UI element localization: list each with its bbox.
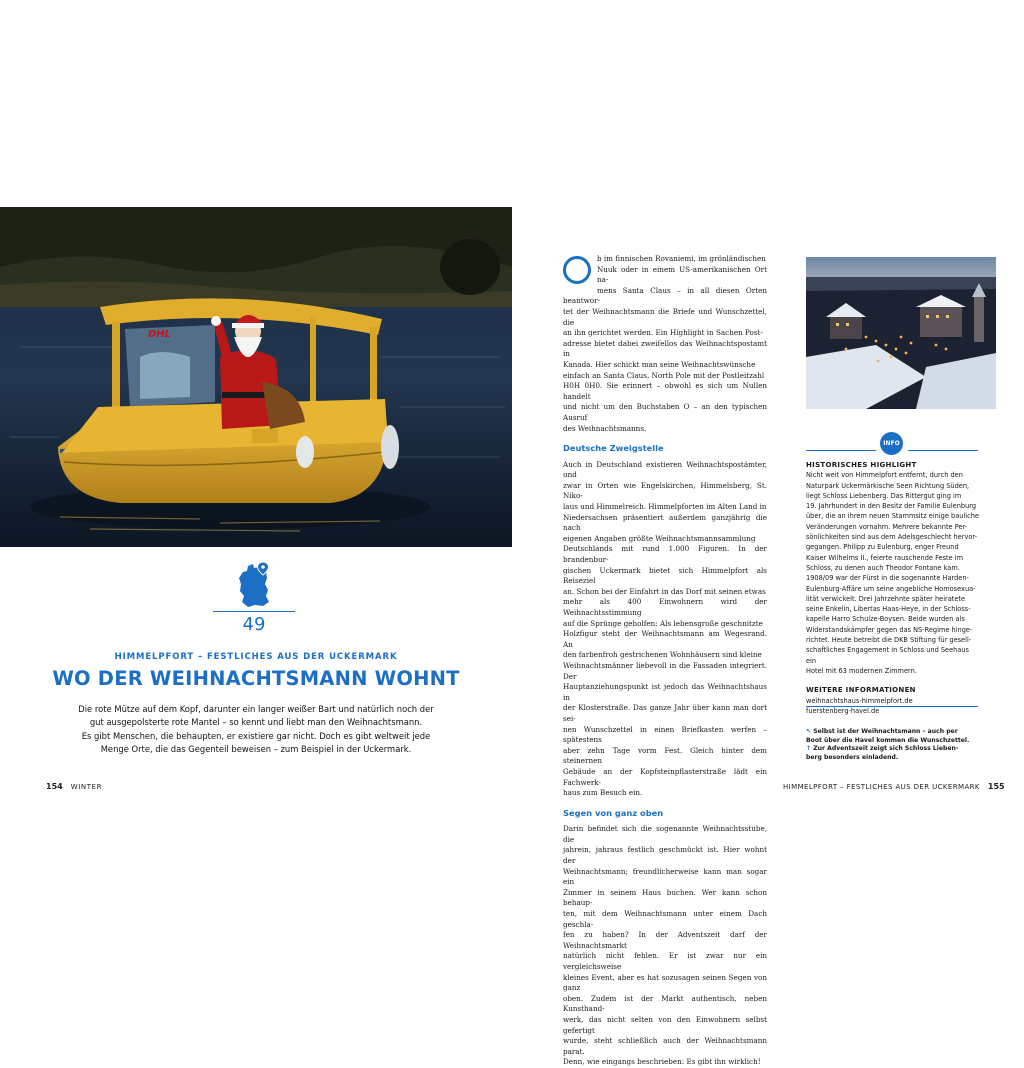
info-text <box>806 470 980 676</box>
caption-boat: ↖ Selbst ist der Weihnachtsmann – auch per Boot über die Havel kommen die Wunschzettel. <box>806 728 970 744</box>
lead-line: Es gibt Menschen, die behaupten, er existiere gar nicht. Doch es gibt weltweit jede <box>81 730 431 741</box>
germany-map-icon <box>236 562 272 608</box>
text-line: wurde, steht schließlich auch der Weihnachtsmann parat. <box>563 1036 767 1056</box>
text-line: liegt Schloss Liebenberg. Das Rittergut ging im <box>806 491 962 500</box>
photo-schloss-liebenberg <box>806 257 996 409</box>
info-rule-right <box>908 450 978 451</box>
caption-town: ↑ Zur Adventszeit zeigt sich Schloss Lieben- berg besonders einladend. <box>806 745 959 761</box>
text-line: Gebäude an der Kopfsteinpflasterstraße lädt ein Fachwerk- <box>563 766 767 787</box>
folio-section-right: HIMMELPFORT – FESTLICHES AUS DER UCKERMARK <box>783 783 980 791</box>
link-weihnachtshaus[interactable]: weihnachtshaus-himmelpfort.de <box>806 696 913 705</box>
chapter-number: 49 <box>242 614 266 635</box>
lead-line: gut ausgepolsterte rote Mantel – so kennt und liebt man den Weihnachtsmann. <box>89 717 423 728</box>
text-line: Veränderungen vornahm. Mehrere bekannte Per- <box>806 522 968 531</box>
text-line: b im finnischen Rovaniemi, im grönländischen <box>597 254 766 263</box>
text-line: Nuuk oder in einem US-amerikanischen Ort na- <box>597 264 767 285</box>
info-end-rule <box>806 706 978 707</box>
text-line: Schloss, zu denen auch Theodor Fontane kam. <box>806 563 960 572</box>
text-line: lität verwickelt. Drei Jahrzehnte später heiratete <box>806 594 966 603</box>
subheading-deutsche-zweigstelle: Deutsche Zweigstelle <box>563 443 664 454</box>
intro-paragraph <box>563 254 767 434</box>
text-line: 19. Jahrhundert in den Besitz der Familie Eulenburg <box>806 502 977 511</box>
text-line: oben. Zudem ist der Markt authentisch, neben Kunsthand- <box>563 993 767 1014</box>
text-line: gischen Uckermark bietet sich Himmelpfort als Reiseziel <box>563 565 767 586</box>
text-line: Naturpark Uckermärkische Seen Richtung Süden, <box>806 481 970 490</box>
text-line: werk, das nicht selten von den Einwohnern selbst gefertigt <box>563 1014 767 1035</box>
text-line: sönlichkeiten sind aus dem Adelsgeschlecht hervor- <box>806 533 978 542</box>
more-info-title: WEITERE INFORMATIONEN <box>806 686 916 695</box>
article-lead <box>70 703 442 757</box>
text-line: 1908/09 war der Fürst in die sogenannte Harden- <box>806 574 969 583</box>
subheading-segen-von-ganz-oben: Segen von ganz oben <box>563 807 664 818</box>
text-line: Auch in Deutschland existieren Weihnachtspostämter, und <box>563 459 767 480</box>
text-line: ten, mit dem Weihnachtsmann unter einem Dach geschla- <box>563 909 767 929</box>
winter-town-illustration <box>806 257 996 409</box>
text-line: Weihnachtsmann; freundlicherweise kann man sogar ein <box>563 866 767 887</box>
text-line: Widerstandskämpfer gegen das NS-Regime hinge- <box>806 625 973 634</box>
arrow-up-left-icon: ↖ <box>806 728 812 735</box>
article-headline: WO DER WEIHNACHTSMANN WOHNT <box>52 667 460 690</box>
page-number-left: 154 <box>46 782 63 791</box>
text-line: Deutschlands mit rund 1.000 Figuren. In der brandenbur- <box>563 544 767 565</box>
article-body <box>563 254 767 1068</box>
folio-right <box>783 782 1005 791</box>
text-line: Niedersachsen präsentiert außerdem ganzjährig die nach <box>563 512 767 533</box>
text-line: Darin befindet sich die sogenannte Weihnachtsstube, die <box>563 824 767 844</box>
text-line: tet der Weihnachtsmann die Briefe und Wunschzettel, die <box>563 306 767 327</box>
text-line: Hauptanziehungspunkt ist jedoch das Weihnachtshaus in <box>563 682 767 702</box>
page-number-right: 155 <box>987 782 1005 791</box>
section2-paragraph <box>563 824 767 1068</box>
text-line: zwar in Orten wie Engelskirchen, Himmelsberg, St. Niko- <box>563 480 767 501</box>
text-line: richtet. Heute betreibt die DKB Stiftung für gesell- <box>806 636 972 645</box>
text-line: der Klosterstraße. Das ganze Jahr über kann man dort sei- <box>563 703 767 723</box>
text-line: Denn, wie eingangs beschrieben: Es gibt ihn wirklich! <box>563 1057 761 1067</box>
text-line: des Weihnachtsmanns. <box>563 423 647 433</box>
photo-captions <box>806 728 976 762</box>
text-line: auf die Sprünge geholfen: Als lebensgroße geschnitzte <box>563 618 763 628</box>
text-line: Eulenburg-Affäre um seine angebliche Homosexua- <box>806 584 976 593</box>
lead-line: Die rote Mütze auf dem Kopf, darunter ein langer weißer Bart und natürlich noch der <box>78 704 434 714</box>
text-line: eigenen Angaben größte Weihnachtsmannsammlung <box>563 533 756 543</box>
info-title: HISTORISCHES HIGHLIGHT <box>806 461 917 469</box>
text-line: kapelle Harro Schulze-Boysen. Beide wurden als <box>806 615 965 624</box>
link-fuerstenberg[interactable]: fuerstenberg-havel.de <box>806 706 880 715</box>
text-line: einfach an Santa Claus, North Pole mit der Postleitzahl <box>563 370 765 380</box>
text-line: fen zu haben? In der Adventszeit darf der Weihnachtsmarkt <box>563 930 767 950</box>
info-rule-left <box>806 450 876 451</box>
text-line: an. Schon bei der Einfahrt in das Dorf mit seinen etwas <box>563 586 766 596</box>
text-line: über, die an ihrem neuen Stammsitz einige bauliche <box>806 512 979 521</box>
text-line: nen Wunschzettel in einen Briefkasten werfen – spätestens <box>563 724 767 745</box>
text-line: laus und Himmelreich. Himmelpforten im Alten Land in <box>563 502 767 512</box>
text-line: mens Santa Claus – in all diesen Orten beantwor- <box>563 285 767 306</box>
text-line: haus zum Besuch ein. <box>563 788 643 798</box>
info-box <box>806 460 980 716</box>
boat-logo-text: DHL <box>148 329 172 340</box>
text-line: mehr als 400 Einwohnern wird der Weihnachtsstimmung <box>563 597 767 617</box>
text-line: H0H 0H0. Sie erinnert – obwohl es sich um Nullen handelt <box>563 381 767 401</box>
folio-section-left: WINTER <box>70 783 103 791</box>
text-line: kleines Event, aber es hat sozusagen seinen Segen von ganz <box>563 972 767 993</box>
santa-boat-illustration <box>0 207 512 547</box>
text-line: Weihnachtsmänner liebevoll in die Fassaden integriert. Der <box>563 660 767 681</box>
article-kicker: HIMMELPFORT – FESTLICHES AUS DER UCKERMARK <box>114 652 398 662</box>
photo-santa-boat <box>0 207 512 547</box>
text-line: Zimmer in seinem Haus buchen. Wer kann schon behaup- <box>563 887 767 908</box>
text-line: und nicht um den Buchstaben O – an den typischen Ausruf <box>563 402 767 422</box>
text-line: Holzfigur steht der Weihnachtsmann am Wegesrand. An <box>563 629 767 649</box>
info-badge: INFO <box>880 432 903 455</box>
text-line: jahrein, jahraus festlich geschmückt ist. Hier wohnt der <box>563 845 767 866</box>
text-line: natürlich nicht fehlen. Er ist zwar nur ein vergleichsweise <box>563 951 767 971</box>
folio-left <box>46 782 102 791</box>
text-line: Kaiser Wilhelms II., feierte rauschende Feste im <box>806 553 963 562</box>
text-line: gegangen. Philipp zu Eulenburg, enger Freund <box>806 543 959 552</box>
text-line: adresse bietet dabei zweifellos das Weihnachtspostamt in <box>563 338 767 359</box>
text-line: an ihn gerichtet werden. Ein Highlight in Sachen Post- <box>563 328 763 338</box>
text-line: Hotel mit 63 modernen Zimmern. <box>806 666 917 675</box>
lead-line: Menge Orte, die das Gegenteil beweisen – zum Beispiel in der Uckermark. <box>100 744 412 755</box>
arrow-up-icon: ↑ <box>806 745 812 753</box>
text-line: schaftliches Engagement in Schloss und Seehaus ein <box>806 646 969 665</box>
text-line: Kanada. Hier schickt man seine Weihnachtswünsche <box>563 359 756 369</box>
dropcap-o <box>563 254 593 286</box>
text-line: aber zehn Tage vorm Fest. Gleich hinter dem steinernen <box>563 745 767 766</box>
chapter-number-rule <box>213 611 295 612</box>
text-line: den farbenfroh gestrichenen Wohnhäusern sind kleine <box>563 650 762 660</box>
text-line: Nicht weit von Himmelpfort entfernt, durch den <box>806 471 963 480</box>
section1-paragraph <box>563 460 767 799</box>
text-line: seine Enkelin, Libertas Haas-Heye, in der Schloss- <box>806 605 971 614</box>
